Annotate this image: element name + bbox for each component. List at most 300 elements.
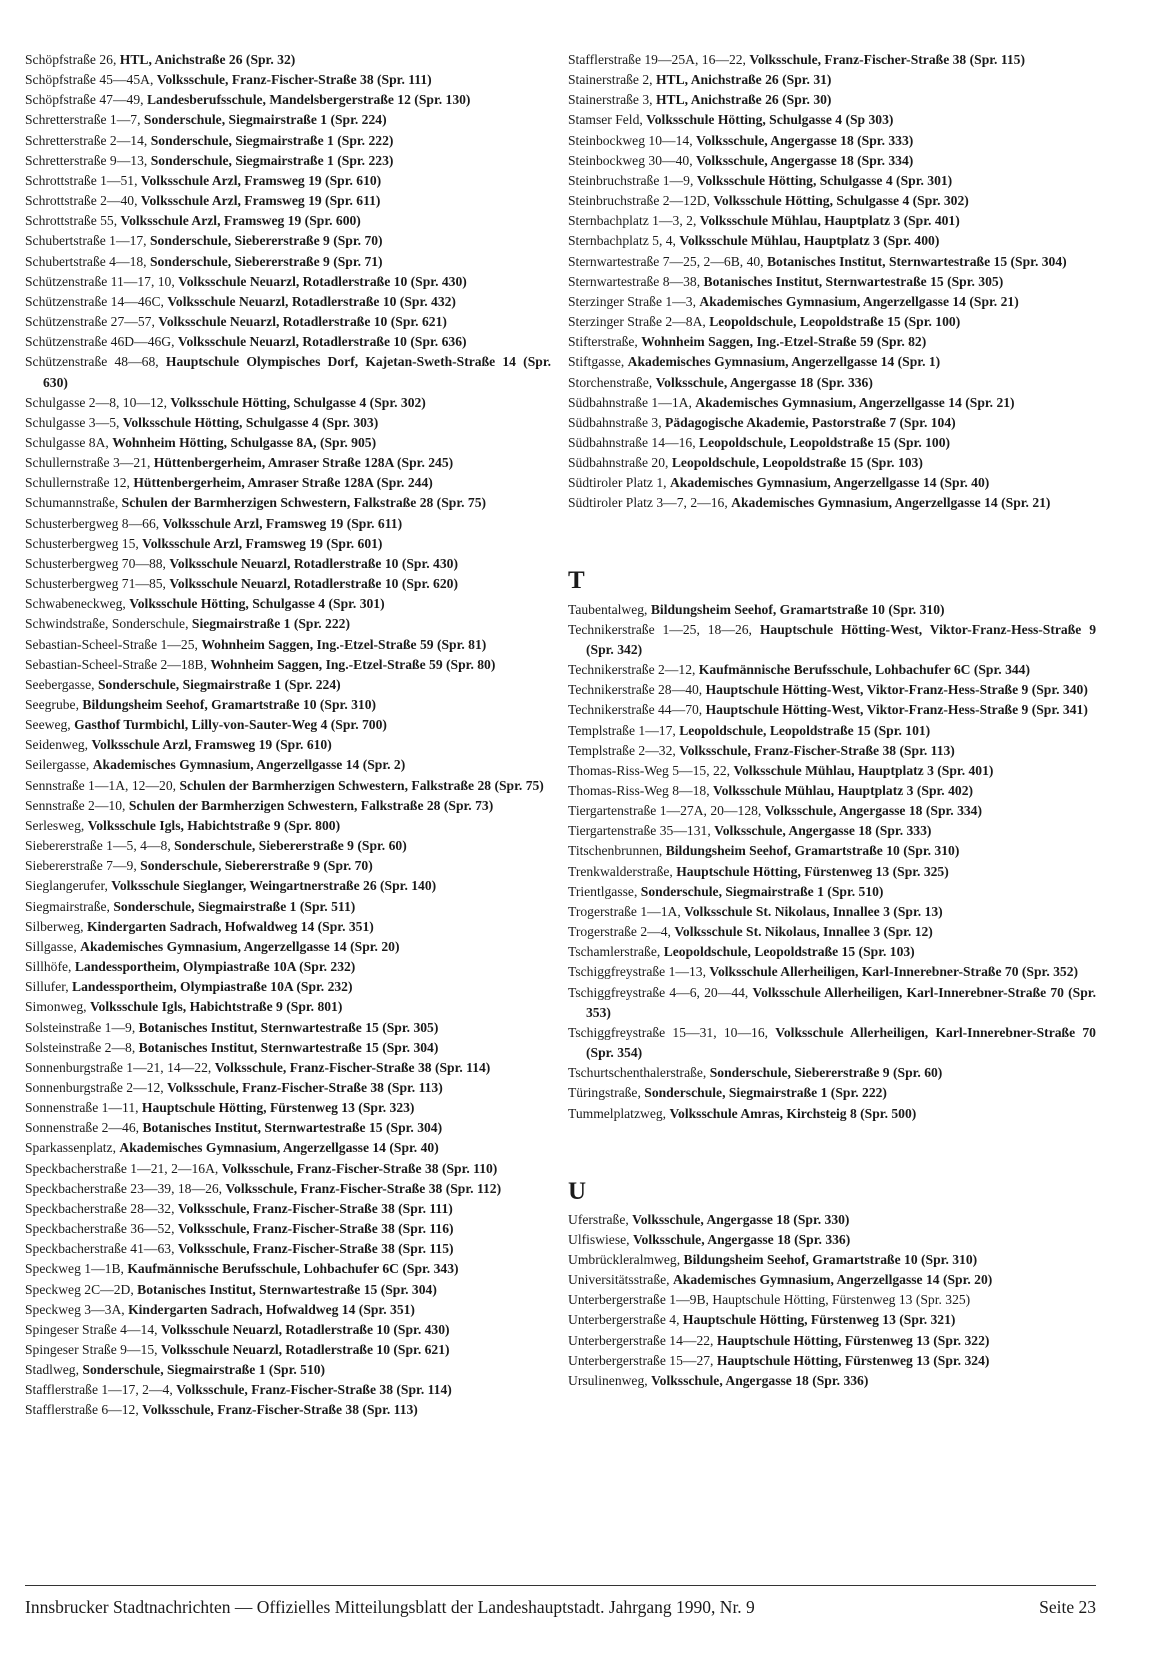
school-assignment: Hauptschule Hötting, Fürstenweg 13 (Spr. 322) — [716, 1332, 990, 1348]
school-assignment: Pädagogische Akademie, Pastorstraße 7 (Spr. 104) — [665, 414, 956, 430]
street-name: Schöpfstraße 26, — [25, 52, 117, 67]
street-name: Schulgasse 2—8, 10—12, — [25, 394, 167, 410]
street-name: Siegmairstraße, — [25, 898, 110, 914]
street-name: Sonnenburgstraße 2—12, — [25, 1079, 164, 1095]
index-entry — [568, 473, 1096, 493]
index-entry — [568, 1371, 1096, 1391]
school-assignment: Volksschule, Franz-Fischer-Straße 38 (Spr. 115) — [177, 1241, 454, 1257]
section-u — [568, 1210, 1096, 1391]
school-assignment: Hauptschule Hötting, Fürstenweg 13 (Spr. 325) — [676, 863, 949, 879]
street-name: Trogerstraße 1—1A, — [568, 903, 681, 919]
index-entry — [568, 393, 1096, 413]
street-name: Seegrube, — [25, 697, 79, 712]
section-t — [568, 600, 1096, 1124]
street-name: Stafflerstraße 6—12, — [25, 1402, 139, 1418]
school-assignment: Volksschule, Franz-Fischer-Straße 38 (Spr. 111) — [177, 1200, 453, 1216]
school-assignment: Hauptschule Hötting, Fürstenweg 13 (Spr. 324) — [716, 1352, 990, 1368]
school-assignment: Leopoldschule, Leopoldstraße 15 (Spr. 100) — [709, 314, 961, 330]
school-assignment: Volksschule Hötting, Schulgasse 4 (Spr. 301) — [129, 596, 385, 612]
school-assignment: Akademisches Gymnasium, Angerzellgasse 14 (Spr. 40) — [119, 1140, 439, 1156]
school-assignment: Volksschule, Angergasse 18 (Spr. 330) — [632, 1211, 850, 1227]
index-entry — [568, 191, 1096, 211]
index-entry — [568, 741, 1096, 761]
street-name: Stafflerstraße 19—25A, 16—22, — [568, 52, 746, 67]
index-entry — [568, 151, 1096, 171]
school-assignment: Volksschule, Angergasse 18 (Spr. 336) — [655, 374, 873, 390]
index-entry — [25, 635, 551, 655]
index-entry — [25, 393, 551, 413]
street-name: Sillufer, — [25, 979, 69, 995]
school-assignment: Landessportheim, Olympiastraße 10A (Spr. 232) — [72, 979, 353, 995]
index-entry — [568, 1310, 1096, 1330]
index-entry — [25, 796, 551, 816]
school-assignment: Akademisches Gymnasium, Angerzellgasse 14 (Spr. 21) — [731, 495, 1051, 511]
school-assignment: Sonderschule, Siegmairstraße 1 (Spr. 510) — [82, 1362, 326, 1378]
index-entry — [25, 231, 551, 251]
school-assignment: Akademisches Gymnasium, Angerzellgasse 14 (Spr. 20) — [672, 1272, 993, 1288]
school-assignment: Schulen der Barmherzigen Schwestern, Falkstraße 28 (Spr. 75) — [121, 495, 487, 511]
index-entry — [568, 453, 1096, 473]
street-name: Unterbergerstraße 1—9B, Hauptschule Hötting, Fürstenweg 13 (Spr. 325) — [568, 1292, 971, 1308]
school-assignment: Sonderschule, Siegmairstraße 1 (Spr. 224) — [98, 676, 341, 692]
street-name: Tschiggfreystraße 15—31, 10—16, — [568, 1024, 769, 1040]
school-assignment: Sonderschule, Siebererstraße 9 (Spr. 60) — [174, 838, 407, 854]
street-name: Speckweg 1—1B, — [25, 1261, 124, 1277]
street-name: Unterbergerstraße 15—27, — [568, 1352, 714, 1368]
index-entry — [568, 700, 1096, 720]
index-entry — [568, 801, 1096, 821]
school-assignment: Volksschule, Angergasse 18 (Spr. 336) — [632, 1231, 851, 1247]
index-entry — [25, 1159, 551, 1179]
school-assignment: Volksschule, Angergasse 18 (Spr. 334) — [696, 152, 914, 168]
school-assignment: Volksschule Sieglanger, Weingartnerstraße 26 (Spr. 140) — [111, 878, 437, 894]
index-entry — [568, 231, 1096, 251]
street-name: Tiergartenstraße 35—131, — [568, 823, 711, 839]
index-entry — [25, 1340, 551, 1360]
index-entry — [25, 977, 551, 997]
school-assignment: Akademisches Gymnasium, Angerzellgasse 14 (Spr. 1) — [627, 354, 941, 370]
school-assignment: Volksschule, Franz-Fischer-Straße 38 (Spr. 115) — [749, 52, 1026, 67]
index-entry — [25, 110, 551, 130]
school-assignment: Volksschule, Angergasse 18 (Spr. 334) — [764, 803, 982, 819]
school-assignment: Volksschule, Angergasse 18 (Spr. 336) — [651, 1372, 869, 1388]
school-assignment: Volksschule Arzl, Framsweg 19 (Spr. 611) — [162, 515, 403, 531]
index-entry — [25, 776, 551, 796]
street-name: Stamser Feld, — [568, 112, 643, 128]
street-name: Speckbacherstraße 23—39, 18—26, — [25, 1180, 223, 1196]
index-entry — [25, 997, 551, 1017]
school-assignment: Volksschule, Franz-Fischer-Straße 38 (Spr. 112) — [225, 1180, 502, 1196]
street-name: Südbahnstraße 14—16, — [568, 434, 696, 450]
street-name: Tschurtschenthalerstraße, — [568, 1065, 707, 1081]
index-entry — [25, 312, 551, 332]
index-entry — [25, 836, 551, 856]
index-entry — [25, 1038, 551, 1058]
school-assignment: Sonderschule, Siebererstraße 9 (Spr. 70) — [140, 858, 373, 874]
school-assignment: Volksschule Hötting, Schulgasse 4 (Spr. 302) — [170, 394, 426, 410]
index-entry — [568, 272, 1096, 292]
school-assignment: Sonderschule, Siebererstraße 9 (Spr. 71) — [149, 253, 383, 269]
street-name: Thomas-Riss-Weg 8—18, — [568, 783, 710, 798]
school-assignment: Kindergarten Sadrach, Hofwaldweg 14 (Spr. 351) — [86, 918, 374, 934]
index-entry — [25, 191, 551, 211]
index-entry — [25, 1138, 551, 1158]
school-assignment: Kaufmännische Berufsschule, Lohbachufer 6C (Spr. 344) — [698, 662, 1030, 678]
index-entry — [25, 897, 551, 917]
footer-publication: Innsbrucker Stadtnachrichten — Offizielles Mitteilungsblatt der Landeshauptstadt. Jahrgang 1990, Nr. 9 — [25, 1597, 755, 1617]
index-entry — [25, 1098, 551, 1118]
school-assignment: Akademisches Gymnasium, Angerzellgasse 14 (Spr. 21) — [695, 394, 1015, 410]
school-assignment: Bildungsheim Seehof, Gramartstraße 10 (Spr. 310) — [665, 843, 960, 859]
school-assignment: Volksschule Allerheiligen, Karl-Innerebner-Straße 70 (Spr. 353) — [586, 984, 1096, 1020]
index-entry — [25, 332, 551, 352]
street-name: Taubentalweg, — [568, 601, 648, 617]
index-entry — [25, 352, 551, 392]
school-assignment: Hauptschule Hötting, Fürstenweg 13 (Spr. 321) — [682, 1312, 956, 1328]
index-entry — [25, 554, 551, 574]
street-name: Templstraße 2—32, — [568, 742, 676, 758]
street-name: Sternwartestraße 8—38, — [568, 273, 701, 289]
index-entry — [25, 614, 551, 634]
street-name: Schretterstraße 9—13, — [25, 152, 148, 168]
street-name: Schretterstraße 1—7, — [25, 112, 141, 128]
school-assignment: Volksschule St. Nikolaus, Innallee 3 (Spr. 12) — [674, 924, 933, 940]
street-name: Ulfiswiese, — [568, 1231, 630, 1247]
street-name: Speckweg 3—3A, — [25, 1301, 125, 1317]
street-name: Steinbockweg 30—40, — [568, 152, 693, 168]
street-name: Spingeser Straße 9—15, — [25, 1342, 158, 1357]
school-assignment: Volksschule St. Nikolaus, Innallee 3 (Spr. 13) — [684, 903, 943, 919]
street-name: Stiftgasse, — [568, 354, 625, 370]
index-entry — [25, 292, 551, 312]
street-name: Schützenstraße 14—46C, — [25, 293, 164, 309]
street-name: Trenkwalderstraße, — [568, 863, 673, 879]
school-assignment: Hauptschule Hötting-West, Viktor-Franz-Hess-Straße 9 (Spr. 342) — [586, 621, 1096, 657]
street-name: Schumannstraße, — [25, 495, 119, 511]
school-assignment: Landessportheim, Olympiastraße 10A (Spr. 232) — [74, 959, 356, 975]
street-name: Schusterbergweg 8—66, — [25, 515, 160, 531]
index-entry — [25, 1118, 551, 1138]
street-name: Schwindstraße, Sonderschule, — [25, 616, 189, 632]
index-entry — [25, 1239, 551, 1259]
school-assignment: Hauptschule Hötting-West, Viktor-Franz-Hess-Straße 9 (Spr. 341) — [705, 702, 1088, 718]
index-entry — [25, 1199, 551, 1219]
school-assignment: HTL, Anichstraße 26 (Spr. 32) — [119, 52, 296, 67]
school-assignment: Wohnheim Saggen, Ing.-Etzel-Straße 59 (Spr. 80) — [210, 656, 496, 672]
index-entry — [568, 660, 1096, 680]
index-entry — [568, 983, 1096, 1023]
index-entry — [568, 332, 1096, 352]
index-entry — [568, 680, 1096, 700]
school-assignment: Volksschule Hötting, Schulgasse 4 (Sp 303) — [646, 112, 894, 128]
school-assignment: Sonderschule, Siegmairstraße 1 (Spr. 511) — [113, 898, 356, 914]
school-assignment: HTL, Anichstraße 26 (Spr. 31) — [655, 72, 832, 88]
index-entry — [568, 90, 1096, 110]
school-assignment: Akademisches Gymnasium, Angerzellgasse 14 (Spr. 40) — [669, 475, 990, 491]
street-name: Stainerstraße 2, — [568, 72, 653, 88]
street-name: Stifterstraße, — [568, 334, 638, 350]
street-name: Seeweg, — [25, 717, 71, 733]
index-entry — [25, 211, 551, 231]
school-assignment: Leopoldschule, Leopoldstraße 15 (Spr. 100) — [699, 434, 951, 450]
index-entry — [568, 1104, 1096, 1124]
school-assignment: Akademisches Gymnasium, Angerzellgasse 14 (Spr. 20) — [80, 938, 400, 954]
street-name: Seilergasse, — [25, 757, 90, 773]
street-name: Sternwartestraße 7—25, 2—6B, 40, — [568, 253, 764, 269]
street-name: Sebastian-Scheel-Straße 2—18B, — [25, 656, 207, 672]
street-name: Speckbacherstraße 28—32, — [25, 1200, 175, 1216]
index-entry — [25, 715, 551, 735]
school-assignment: Volksschule Arzl, Framsweg 19 (Spr. 601) — [142, 535, 383, 551]
street-name: Umbrückleralmweg, — [568, 1251, 681, 1267]
school-assignment: Volksschule Neuarzl, Rotadlerstraße 10 (Spr. 432) — [167, 293, 456, 309]
street-name: Sternbachplatz 5, 4, — [568, 233, 676, 249]
street-name: Tschiggfreystraße 1—13, — [568, 964, 706, 980]
street-name: Sterzinger Straße 1—3, — [568, 293, 696, 309]
index-entry — [25, 473, 551, 493]
index-entry — [25, 1219, 551, 1239]
school-assignment: Leopoldschule, Leopoldstraße 15 (Spr. 103) — [671, 455, 923, 471]
school-assignment: Volksschule Arzl, Framsweg 19 (Spr. 611) — [140, 193, 381, 209]
index-entry — [568, 110, 1096, 130]
school-assignment: Hauptschule Hötting-West, Viktor-Franz-Hess-Straße 9 (Spr. 340) — [705, 682, 1088, 698]
school-assignment: Volksschule Arzl, Framsweg 19 (Spr. 600) — [120, 213, 361, 229]
street-name: Solsteinstraße 1—9, — [25, 1019, 136, 1035]
index-entry — [568, 1023, 1096, 1063]
school-assignment: Volksschule Neuarzl, Rotadlerstraße 10 (Spr. 620) — [169, 576, 458, 592]
school-assignment: Volksschule, Franz-Fischer-Straße 38 (Spr. 114) — [176, 1382, 452, 1398]
school-assignment: Volksschule, Angergasse 18 (Spr. 333) — [714, 823, 932, 839]
street-name: Siebererstraße 1—5, 4—8, — [25, 838, 171, 854]
school-assignment: Botanisches Institut, Sternwartestraße 15 (Spr. 304) — [138, 1039, 439, 1055]
index-entry — [25, 1320, 551, 1340]
street-name: Schubertstraße 4—18, — [25, 253, 147, 269]
index-entry — [568, 821, 1096, 841]
street-name: Sternbachplatz 1—3, 2, — [568, 213, 697, 229]
street-name: Sillhöfe, — [25, 959, 72, 975]
index-entry — [25, 755, 551, 775]
school-assignment: Sonderschule, Siebererstraße 9 (Spr. 70) — [149, 233, 383, 249]
street-name: Sebastian-Scheel-Straße 1—25, — [25, 636, 198, 652]
street-name: Schwabeneckweg, — [25, 596, 126, 612]
school-assignment: Volksschule Igls, Habichtstraße 9 (Spr. 800) — [87, 817, 341, 833]
school-assignment: Volksschule, Franz-Fischer-Straße 38 (Spr. 110) — [221, 1160, 498, 1176]
street-name: Templstraße 1—17, — [568, 722, 676, 738]
street-name: Technikerstraße 44—70, — [568, 702, 703, 718]
street-name: Seebergasse, — [25, 676, 95, 692]
street-name: Sieglangerufer, — [25, 878, 108, 894]
index-entry — [568, 862, 1096, 882]
street-name: Sonnenburgstraße 1—21, 14—22, — [25, 1059, 212, 1075]
index-entry — [568, 1250, 1096, 1270]
index-entry — [568, 1331, 1096, 1351]
index-entry — [568, 761, 1096, 781]
index-entry — [25, 272, 551, 292]
street-name: Schulgasse 8A, — [25, 434, 109, 450]
street-name: Stafflerstraße 1—17, 2—4, — [25, 1382, 173, 1398]
school-assignment: Wohnheim Saggen, Ing.-Etzel-Straße 59 (Spr. 81) — [201, 636, 487, 652]
school-assignment: Sonderschule, Siegmairstraße 1 (Spr. 510) — [640, 883, 884, 899]
school-assignment: Botanisches Institut, Sternwartestraße 15 (Spr. 305) — [703, 273, 1004, 289]
index-entry — [568, 171, 1096, 191]
school-assignment: Volksschule Mühlau, Hauptplatz 3 (Spr. 402) — [713, 783, 974, 798]
school-assignment: Siegmairstraße 1 (Spr. 222) — [191, 616, 350, 632]
index-entry — [568, 721, 1096, 741]
index-entry — [25, 574, 551, 594]
school-assignment: Leopoldschule, Leopoldstraße 15 (Spr. 103) — [663, 944, 915, 960]
school-assignment: Leopoldschule, Leopoldstraße 15 (Spr. 101) — [679, 722, 931, 738]
index-entry — [568, 620, 1096, 660]
street-name: Sparkassenplatz, — [25, 1140, 116, 1156]
index-entry — [25, 816, 551, 836]
street-name: Titschenbrunnen, — [568, 843, 663, 859]
index-entry — [568, 1063, 1096, 1083]
school-assignment: Volksschule, Angergasse 18 (Spr. 333) — [696, 132, 914, 148]
school-assignment: Hauptschule Hötting, Fürstenweg 13 (Spr. 323) — [141, 1100, 415, 1116]
index-entry — [25, 131, 551, 151]
street-name: Schullernstraße 12, — [25, 475, 130, 491]
index-entry — [568, 373, 1096, 393]
school-assignment: Volksschule Neuarzl, Rotadlerstraße 10 (Spr. 621) — [158, 314, 447, 330]
street-name: Schulgasse 3—5, — [25, 414, 120, 430]
school-assignment: Schulen der Barmherzigen Schwestern, Falkstraße 28 (Spr. 75) — [179, 777, 544, 793]
street-name: Schubertstraße 1—17, — [25, 233, 147, 249]
street-name: Seidenweg, — [25, 737, 89, 753]
street-name: Schusterbergweg 70—88, — [25, 555, 166, 571]
school-assignment: Kindergarten Sadrach, Hofwaldweg 14 (Spr. 351) — [128, 1301, 415, 1317]
street-name: Schützenstraße 46D—46G, — [25, 334, 175, 350]
index-entry — [25, 151, 551, 171]
street-name: Schrottstraße 55, — [25, 213, 118, 229]
street-name: Stadlweg, — [25, 1362, 79, 1378]
school-assignment: Volksschule, Franz-Fischer-Straße 38 (Spr. 114) — [214, 1059, 491, 1075]
school-assignment: Hauptschule Olympisches Dorf, Kajetan-Sweth-Straße 14 (Spr. 630) — [43, 354, 552, 390]
street-name: Solsteinstraße 2—8, — [25, 1039, 136, 1055]
street-name: Steinbruchstraße 1—9, — [568, 172, 694, 188]
street-name: Unterbergerstraße 4, — [568, 1312, 680, 1328]
street-name: Tschiggfreystraße 4—6, 20—44, — [568, 984, 749, 1000]
index-entry — [25, 433, 551, 453]
street-name: Unterbergerstraße 14—22, — [568, 1332, 714, 1348]
street-name: Speckbacherstraße 36—52, — [25, 1221, 175, 1237]
page-footer — [25, 1597, 1096, 1618]
street-name: Sterzinger Straße 2—8A, — [568, 314, 706, 330]
school-assignment: Botanisches Institut, Sternwartestraße 15 (Spr. 304) — [137, 1281, 437, 1297]
index-entry — [25, 594, 551, 614]
school-assignment: Volksschule Arzl, Framsweg 19 (Spr. 610) — [91, 737, 332, 753]
index-entry — [568, 70, 1096, 90]
street-name: Spingeser Straße 4—14, — [25, 1321, 158, 1337]
section-heading-u: U — [568, 1177, 587, 1205]
street-name: Tummelplatzweg, — [568, 1105, 667, 1121]
school-assignment: Sonderschule, Siebererstraße 9 (Spr. 60) — [709, 1065, 943, 1081]
school-assignment: Hüttenbergerheim, Amraser Straße 128A (Spr. 245) — [153, 455, 454, 471]
street-name: Speckbacherstraße 1—21, 2—16A, — [25, 1160, 219, 1176]
index-entry — [568, 292, 1096, 312]
school-assignment: Volksschule, Franz-Fischer-Straße 38 (Spr. 116) — [177, 1221, 454, 1237]
index-entry — [25, 171, 551, 191]
school-assignment: Volksschule Hötting, Schulgasse 4 (Spr. 303) — [122, 414, 379, 430]
school-assignment: Volksschule Igls, Habichtstraße 9 (Spr. 801) — [89, 999, 343, 1015]
footer-rule — [25, 1585, 1096, 1586]
index-entry — [25, 1018, 551, 1038]
school-assignment: Volksschule Hötting, Schulgasse 4 (Spr. 301) — [696, 172, 953, 188]
index-entry — [568, 1351, 1096, 1371]
index-entry — [25, 1280, 551, 1300]
index-entry — [568, 1210, 1096, 1230]
school-assignment: Hüttenbergerheim, Amraser Straße 128A (Spr. 244) — [133, 475, 433, 491]
school-assignment: Volksschule, Franz-Fischer-Straße 38 (Spr. 113) — [142, 1402, 418, 1418]
street-name: Schöpfstraße 45—45A, — [25, 72, 154, 88]
section-heading-t: T — [568, 566, 585, 594]
school-assignment: Volksschule Allerheiligen, Karl-Innerebner-Straße 70 (Spr. 354) — [586, 1024, 1096, 1061]
index-entry — [25, 1179, 551, 1199]
footer-page-number: Seite 23 — [1039, 1597, 1096, 1617]
index-entry — [25, 1300, 551, 1320]
school-assignment: Volksschule Mühlau, Hauptplatz 3 (Spr. 401) — [699, 213, 960, 229]
school-assignment: Gasthof Turmbichl, Lilly-von-Sauter-Weg 4 (Spr. 700) — [74, 717, 387, 733]
index-entry — [568, 1270, 1096, 1290]
index-entry — [25, 514, 551, 534]
street-name: Schrottstraße 1—51, — [25, 172, 138, 188]
school-assignment: Sonderschule, Siegmairstraße 1 (Spr. 223) — [150, 152, 394, 168]
index-entry — [25, 655, 551, 675]
index-entry — [25, 876, 551, 896]
school-assignment: Volksschule, Franz-Fischer-Straße 38 (Spr. 113) — [167, 1079, 443, 1095]
index-entry — [25, 695, 551, 715]
index-entry — [25, 1078, 551, 1098]
school-assignment: Volksschule Allerheiligen, Karl-Innerebner-Straße 70 (Spr. 352) — [709, 964, 1079, 980]
street-name: Sennstraße 1—1A, 12—20, — [25, 777, 177, 793]
street-name: Türingstraße, — [568, 1085, 641, 1101]
street-name: Stainerstraße 3, — [568, 92, 653, 108]
school-assignment: Wohnheim Saggen, Ing.-Etzel-Straße 59 (Spr. 82) — [641, 334, 927, 350]
school-assignment: Volksschule Neuarzl, Rotadlerstraße 10 (Spr. 430) — [178, 273, 467, 289]
school-assignment: Volksschule Amras, Kirchsteig 8 (Spr. 500) — [669, 1105, 917, 1121]
index-entry — [25, 413, 551, 433]
left-column — [25, 50, 551, 1421]
street-name: Sennstraße 2—10, — [25, 797, 126, 813]
index-entry — [568, 352, 1096, 372]
school-assignment: Akademisches Gymnasium, Angerzellgasse 14 (Spr. 2) — [92, 757, 406, 773]
school-assignment: Volksschule Neuarzl, Rotadlerstraße 10 (Spr. 621) — [160, 1342, 450, 1357]
index-entry — [25, 1360, 551, 1380]
street-name: Schützenstraße 11—17, 10, — [25, 273, 175, 289]
street-name: Thomas-Riss-Weg 5—15, 22, — [568, 762, 731, 778]
street-name: Speckweg 2C—2D, — [25, 1281, 134, 1297]
street-name: Ursulinenweg, — [568, 1372, 648, 1388]
school-assignment: Sonderschule, Siegmairstraße 1 (Spr. 222) — [644, 1085, 887, 1101]
index-entry — [568, 433, 1096, 453]
street-name: Schützenstraße 48—68, — [25, 354, 159, 370]
street-name: Uferstraße, — [568, 1211, 629, 1227]
street-name: Sonnenstraße 2—46, — [25, 1120, 140, 1136]
index-entry — [568, 131, 1096, 151]
school-assignment: Kaufmännische Berufsschule, Lohbachufer 6C (Spr. 343) — [127, 1261, 459, 1277]
school-assignment: Akademisches Gymnasium, Angerzellgasse 14 (Spr. 21) — [699, 293, 1019, 309]
street-name: Südbahnstraße 20, — [568, 455, 669, 471]
street-name: Technikerstraße 28—40, — [568, 682, 703, 698]
index-entry — [25, 735, 551, 755]
street-name: Sonnenstraße 1—11, — [25, 1100, 139, 1116]
street-name: Südtiroler Platz 3—7, 2—16, — [568, 495, 728, 511]
section-s-continued — [568, 50, 1096, 514]
school-assignment: Botanisches Institut, Sternwartestraße 15 (Spr. 305) — [138, 1019, 439, 1035]
school-assignment: Volksschule Neuarzl, Rotadlerstraße 10 (Spr. 430) — [160, 1321, 450, 1337]
school-assignment: Volksschule, Franz-Fischer-Straße 38 (Spr. 113) — [679, 742, 955, 758]
street-name: Südbahnstraße 1—1A, — [568, 394, 692, 410]
school-assignment: Botanisches Institut, Sternwartestraße 15 (Spr. 304) — [766, 253, 1067, 269]
